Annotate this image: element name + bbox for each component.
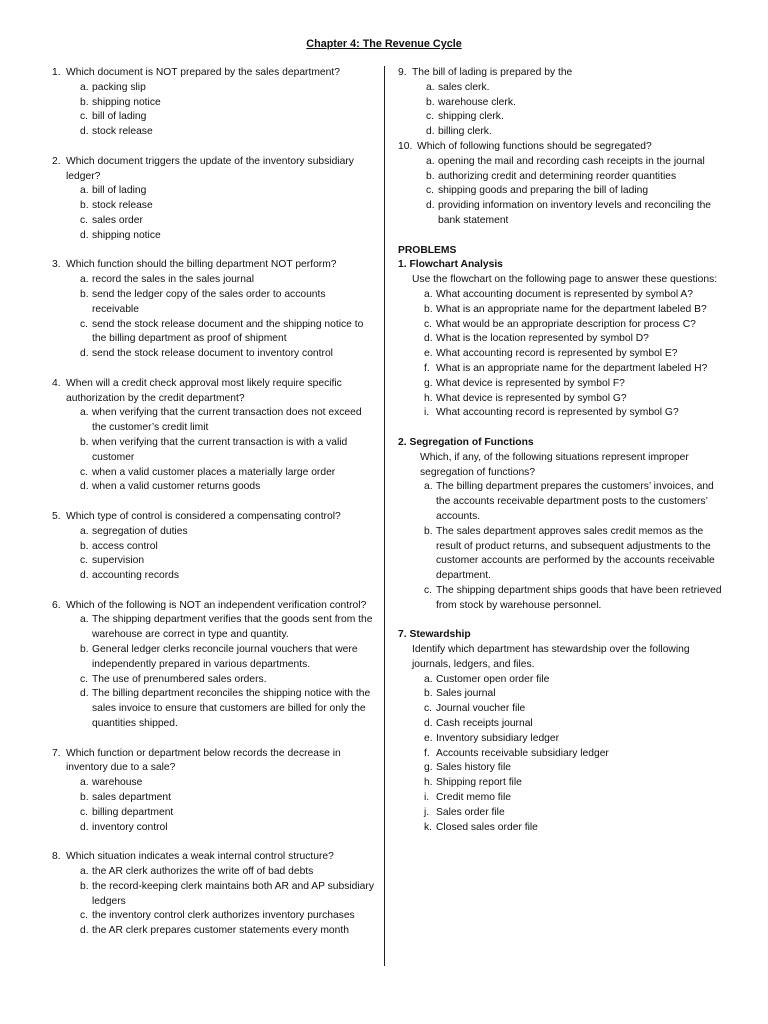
question (52, 155, 374, 244)
option (80, 96, 374, 111)
option-letter: b. (426, 96, 435, 108)
item-text: Accounts receivable subsidiary ledger (436, 747, 609, 759)
option-letter: d. (426, 126, 435, 138)
option (80, 406, 374, 436)
question-stem (52, 510, 374, 525)
question-number: 6. (52, 599, 61, 611)
option-letter: a. (80, 274, 89, 286)
option (426, 81, 728, 96)
option (80, 569, 374, 584)
option-letter: d. (80, 229, 89, 241)
option-list (80, 525, 374, 584)
problem-item (424, 303, 728, 318)
item-text: What is an appropriate name for the department labeled H? (436, 362, 708, 374)
question-text: Which document is NOT prepared by the sales department? (66, 67, 340, 78)
item-text: Sales history file (436, 762, 511, 774)
problem-item (424, 392, 728, 407)
option-text: billing department (92, 806, 174, 818)
item-text: What accounting record is represented by symbol E? (436, 348, 678, 360)
option-text: sales clerk. (438, 81, 490, 93)
option-text: the inventory control clerk authorizes inventory purchases (92, 910, 355, 922)
option (80, 540, 374, 555)
option-text: when verifying that the current transaction does not exceed the customer’s credit limit (92, 407, 362, 434)
option-letter: c. (80, 466, 89, 478)
option-letter: a. (80, 614, 89, 626)
problems-heading: PROBLEMS (398, 244, 457, 256)
option-text: shipping notice (92, 229, 161, 241)
option-text: when verifying that the current transaction is with a valid customer (92, 436, 348, 463)
option (80, 643, 374, 673)
option-letter: c. (426, 185, 435, 197)
right-questions (398, 66, 728, 229)
option-text: General ledger clerks reconcile journal vouchers that were independently prepared in various departments. (92, 644, 358, 670)
option-letter: c. (80, 111, 89, 123)
option (80, 924, 374, 939)
problem-item (424, 673, 728, 688)
option (426, 125, 728, 140)
option (80, 791, 374, 806)
option-text: when a valid customer returns goods (92, 481, 261, 493)
item-letter: c. (424, 584, 433, 596)
option (426, 110, 728, 125)
option-list (80, 865, 374, 939)
item-text: What accounting document is represented by symbol A? (436, 288, 693, 300)
option-letter: b. (80, 644, 89, 656)
question-stem (52, 377, 374, 407)
item-letter: e. (424, 348, 433, 360)
option-text: send the stock release document and the shipping notice to the billing department as proof of shipment (92, 318, 364, 345)
option (80, 687, 374, 731)
problem-title: 7. Stewardship (398, 629, 471, 641)
option-letter: b. (80, 200, 89, 212)
option-letter: d. (80, 570, 89, 582)
item-text: What accounting record is represented by symbol G? (436, 407, 679, 419)
page-title: Chapter 4: The Revenue Cycle (306, 38, 462, 50)
question-number: 7. (52, 747, 61, 759)
option (426, 155, 728, 170)
question-number: 2. (52, 155, 61, 167)
problem-item (424, 318, 728, 333)
problem-item (424, 717, 728, 732)
option-letter: a. (426, 81, 435, 93)
problem-item (424, 584, 728, 614)
problem-item (424, 761, 728, 776)
question-stem (52, 66, 374, 81)
option-letter: c. (80, 910, 89, 922)
option-text: warehouse (92, 777, 143, 789)
option-list (426, 81, 728, 140)
question-text: Which document triggers the update of the inventory subsidiary ledger? (66, 155, 354, 182)
option-text: send the stock release document to inventory control (92, 348, 333, 360)
option-text: sales department (92, 792, 171, 804)
option-text: shipping notice (92, 96, 161, 108)
option (80, 125, 374, 140)
question-text: Which situation indicates a weak internal control structure? (66, 851, 334, 863)
problem-title: 1. Flowchart Analysis (398, 259, 503, 271)
problem-intro: Use the flowchart on the following page to answer these questions: (412, 274, 718, 286)
problem-item (424, 288, 728, 303)
option (80, 466, 374, 481)
option-letter: d. (80, 688, 89, 700)
item-text: Cash receipts journal (436, 718, 533, 730)
question-stem (52, 155, 374, 185)
option-text: bill of lading (92, 185, 147, 197)
option-letter: a. (426, 155, 435, 167)
option (80, 480, 374, 495)
item-text: The sales department approves sales credit memos as the result of product returns, and subsequent adjustments to the customer accounts are performed by the accounts receivable department. (436, 525, 715, 582)
question-text: Which of following functions should be segregated? (417, 140, 652, 152)
option-letter: c. (80, 214, 89, 226)
problem-item (424, 776, 728, 791)
option (80, 673, 374, 688)
option (80, 554, 374, 569)
option-letter: a. (80, 525, 89, 537)
question-number: 8. (52, 851, 61, 863)
question-stem (398, 140, 728, 155)
question-number: 5. (52, 510, 61, 522)
option-letter: c. (80, 806, 89, 818)
item-letter: d. (424, 333, 433, 345)
item-letter: b. (424, 688, 433, 700)
option-letter: d. (426, 200, 435, 212)
item-text: The billing department prepares the customers’ invoices, and the accounts receivable department posts to the customers’ accounts. (436, 481, 714, 522)
item-letter: b. (424, 303, 433, 315)
item-text: The shipping department ships goods that have been retrieved from stock by warehouse personnel. (436, 584, 722, 611)
option-letter: b. (80, 288, 89, 300)
option-letter: b. (426, 170, 435, 182)
option (426, 170, 728, 185)
item-letter: d. (424, 718, 433, 730)
option (426, 96, 728, 111)
question-number: 1. (52, 67, 61, 78)
option-text: when a valid customer places a materially large order (92, 466, 336, 478)
option-text: stock release (92, 200, 153, 212)
item-letter: j. (424, 806, 430, 818)
option-letter: d. (80, 348, 89, 360)
option-text: supervision (92, 555, 145, 567)
option-list (426, 155, 728, 229)
option (80, 199, 374, 214)
option-letter: d. (80, 126, 89, 138)
item-letter: h. (424, 777, 433, 789)
item-letter: k. (424, 821, 433, 833)
option-text: shipping clerk. (438, 111, 504, 123)
option (80, 821, 374, 836)
problems-list (398, 258, 728, 835)
option-text: The billing department reconciles the shipping notice with the sales invoice to ensure that customers are billed for only the quantities shipped. (92, 688, 371, 730)
item-letter: c. (424, 703, 433, 715)
question-number: 9. (398, 67, 407, 78)
left-column (52, 66, 374, 954)
item-text: Shipping report file (436, 777, 522, 789)
option (80, 347, 374, 362)
option (80, 229, 374, 244)
problem-item (424, 377, 728, 392)
question (52, 599, 374, 732)
option-letter: b. (80, 96, 89, 108)
question (398, 66, 728, 140)
option (80, 865, 374, 880)
problem-item (424, 406, 728, 421)
option-text: access control (92, 540, 158, 552)
item-letter: g. (424, 377, 433, 389)
option-letter: c. (80, 318, 89, 330)
option-letter: b. (80, 540, 89, 552)
item-letter: e. (424, 732, 433, 744)
option-letter: c. (80, 673, 89, 685)
option-list (80, 406, 374, 495)
item-text: What device is represented by symbol F? (436, 377, 625, 389)
option-text: packing slip (92, 81, 146, 93)
option-text: the record-keeping clerk maintains both AR and AP subsidiary ledgers (92, 880, 374, 907)
question (52, 747, 374, 836)
option-letter: a. (80, 407, 89, 419)
option-text: accounting records (92, 570, 180, 582)
problem-intro: Identify which department has stewardship over the following journals, ledgers, and files. (412, 644, 690, 670)
option-text: segregation of duties (92, 525, 188, 537)
option-text: stock release (92, 126, 153, 138)
option (80, 318, 374, 348)
item-text: Sales journal (436, 688, 496, 700)
item-letter: a. (424, 481, 433, 493)
problem-item (424, 791, 728, 806)
option (426, 199, 728, 229)
option-text: opening the mail and recording cash receipts in the journal (438, 155, 705, 167)
option-text: The shipping department verifies that the goods sent from the warehouse are correct in type and quantity. (92, 614, 373, 641)
question-text: Which type of control is considered a compensating control? (66, 510, 341, 522)
option-text: billing clerk. (438, 126, 492, 138)
question-text: The bill of lading is prepared by the (412, 67, 573, 78)
question-stem (52, 599, 374, 614)
option-letter: a. (80, 777, 89, 789)
option-list (80, 81, 374, 140)
item-text: Inventory subsidiary ledger (436, 732, 560, 744)
item-text: What would be an appropriate description for process C? (436, 318, 696, 330)
problem (398, 436, 728, 614)
item-letter: f. (424, 362, 430, 374)
question (52, 258, 374, 362)
question (52, 850, 374, 939)
option-letter: d. (80, 925, 89, 937)
problem-items (424, 673, 728, 836)
question-stem (52, 850, 374, 865)
option-text: authorizing credit and determining reorder quantities (438, 170, 677, 182)
question-number: 10. (398, 140, 413, 152)
option (80, 613, 374, 643)
question (398, 140, 728, 229)
problem-items (424, 288, 728, 421)
problem-title: 2. Segregation of Functions (398, 436, 534, 448)
option-text: warehouse clerk. (438, 96, 516, 108)
option-list (80, 613, 374, 731)
item-letter: h. (424, 392, 433, 404)
option-letter: a. (80, 81, 89, 93)
option-letter: c. (80, 555, 89, 567)
option-text: sales order (92, 214, 143, 226)
problem-item (424, 806, 728, 821)
question-text: Which function should the billing department NOT perform? (66, 259, 337, 271)
question-stem (398, 66, 728, 81)
problem (398, 258, 728, 421)
option (80, 214, 374, 229)
problem-items (424, 480, 728, 613)
problem-item (424, 347, 728, 362)
option (80, 436, 374, 466)
item-letter: c. (424, 318, 433, 330)
option (80, 81, 374, 96)
option (80, 110, 374, 125)
option-letter: b. (80, 880, 89, 892)
option-text: record the sales in the sales journal (92, 274, 254, 286)
item-letter: a. (424, 673, 433, 685)
column-divider (384, 66, 385, 966)
option (80, 525, 374, 540)
option-text: inventory control (92, 821, 168, 833)
question-number: 3. (52, 259, 61, 271)
option-letter: a. (80, 185, 89, 197)
problem-item (424, 702, 728, 717)
question-number: 4. (52, 377, 61, 389)
question (52, 377, 374, 495)
item-letter: g. (424, 762, 433, 774)
question-text: Which of the following is NOT an independent verification control? (66, 599, 367, 611)
problem-item (424, 687, 728, 702)
item-text: Credit memo file (436, 792, 511, 804)
option-text: bill of lading (92, 111, 147, 123)
question-text: Which function or department below records the decrease in inventory due to a sale? (66, 747, 341, 774)
problem-item (424, 732, 728, 747)
option-text: the AR clerk authorizes the write off of bad debts (92, 866, 314, 878)
problem-item (424, 362, 728, 377)
problem-item (424, 747, 728, 762)
option (80, 880, 374, 910)
item-letter: i. (424, 792, 430, 804)
item-text: Sales order file (436, 806, 505, 818)
right-column (398, 66, 728, 850)
option-letter: b. (80, 792, 89, 804)
item-letter: b. (424, 525, 433, 537)
option (80, 184, 374, 199)
item-text: What device is represented by symbol G? (436, 392, 627, 404)
item-letter: f. (424, 747, 430, 759)
option (80, 909, 374, 924)
option-letter: c. (426, 111, 435, 123)
option-text: shipping goods and preparing the bill of lading (438, 185, 649, 197)
option-text: The use of prenumbered sales orders. (92, 673, 267, 685)
problem-item (424, 821, 728, 836)
option-text: the AR clerk prepares customer statements every month (92, 925, 349, 937)
item-text: What is the location represented by symbol D? (436, 333, 649, 345)
question (52, 510, 374, 584)
question-stem (52, 258, 374, 273)
question (52, 66, 374, 140)
problem-intro: Which, if any, of the following situations represent improper segregation of functions? (420, 451, 689, 478)
option-letter: b. (80, 436, 89, 448)
option-list (80, 776, 374, 835)
option-letter: a. (80, 866, 89, 878)
problem (398, 628, 728, 835)
item-letter: a. (424, 288, 433, 300)
option-list (80, 184, 374, 243)
option-letter: d. (80, 481, 89, 493)
option (80, 273, 374, 288)
item-text: What is an appropriate name for the department labeled B? (436, 303, 707, 315)
problem-item (424, 480, 728, 524)
option-list (80, 273, 374, 362)
option-text: providing information on inventory levels and reconciling the bank statement (438, 200, 712, 226)
option (426, 184, 728, 199)
question-stem (52, 747, 374, 777)
problem-item (424, 332, 728, 347)
problem-item (424, 525, 728, 584)
item-text: Customer open order file (436, 673, 550, 685)
option-text: send the ledger copy of the sales order to accounts receivable (92, 288, 326, 315)
option (80, 288, 374, 318)
option (80, 806, 374, 821)
question-text: When will a credit check approval most likely require specific authorization by the credit department? (66, 377, 342, 404)
option (80, 776, 374, 791)
item-text: Journal voucher file (436, 703, 526, 715)
item-text: Closed sales order file (436, 821, 538, 833)
item-letter: i. (424, 407, 430, 419)
option-letter: d. (80, 821, 89, 833)
